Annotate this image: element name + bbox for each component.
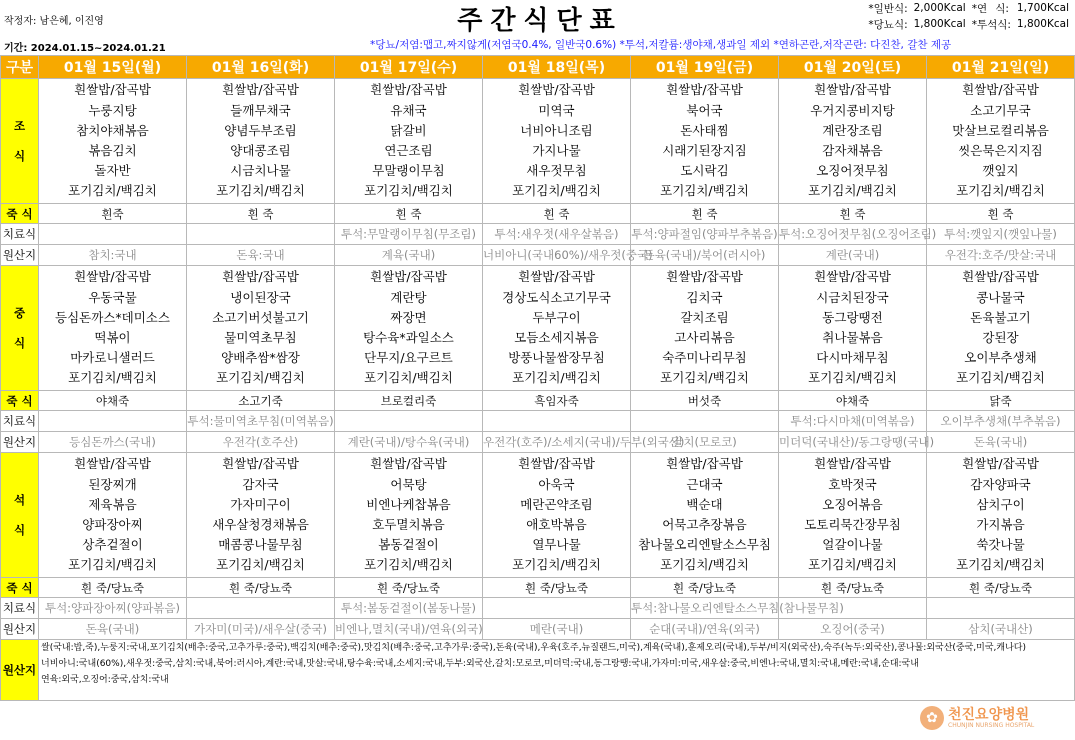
- menu-item: 닭갈비: [390, 122, 427, 138]
- therapy-item: 오이부추생채(부추볶음): [927, 411, 1075, 432]
- juk-item: 흰 죽: [631, 204, 779, 224]
- menu-item: 고사리볶음: [674, 330, 735, 345]
- origin-item: 우전각:호주/맛살:국내: [927, 245, 1075, 266]
- therapy-item: 투석:무말랭이무침(무조림): [335, 224, 483, 245]
- day-header-row: [1, 56, 1075, 79]
- origin-footer-label: 원산지: [1, 640, 39, 701]
- dinner-juk-row: [1, 578, 1075, 598]
- menu-item: 포기김치/백김치: [512, 370, 601, 386]
- menu-item: 떡볶이: [94, 330, 131, 345]
- gubun-header: 구분: [1, 56, 39, 79]
- menu-item: 갈치조림: [680, 309, 729, 325]
- menu-item: 포기김치/백김치: [660, 183, 749, 199]
- menu-item: 돈사태찜: [680, 122, 729, 138]
- menu-item: 흰쌀밥/잡곡밥: [962, 456, 1039, 472]
- therapy-item: 투석:새우젓(새우살볶음): [483, 224, 631, 245]
- lunch-juk-row: [1, 391, 1075, 411]
- juk-item: 야채죽: [39, 391, 187, 411]
- lunch-day-menu: [779, 266, 927, 391]
- menu-item: 삼치구이: [976, 496, 1025, 512]
- menu-item: 포기김치/백김치: [808, 557, 897, 573]
- menu-item: 볶음김치: [88, 143, 137, 158]
- origin-item: 돈육(국내)/북어(러시아): [631, 245, 779, 266]
- hospital-logo: [920, 704, 1070, 734]
- menu-item: 미역국: [538, 102, 575, 118]
- juk-item: 흰 죽/당뇨죽: [335, 578, 483, 598]
- menu-item: 등심돈까스*데미소스: [55, 309, 170, 325]
- breakfast-day-menu: [39, 79, 187, 204]
- menu-item: 흰쌀밥/잡곡밥: [814, 269, 891, 285]
- therapy-label: 치료식: [1, 598, 39, 619]
- day-header: 01월 18일(목): [483, 56, 631, 79]
- menu-item: 흰쌀밥/잡곡밥: [666, 269, 743, 285]
- menu-item: 단무지/요구르트: [364, 350, 453, 366]
- breakfast-therapy-row: [1, 224, 1075, 245]
- menu-item: 흰쌀밥/잡곡밥: [222, 82, 299, 98]
- menu-item: 강된장: [982, 330, 1019, 345]
- menu-item: 포기김치/백김치: [68, 370, 157, 386]
- juk-label: 죽 식: [1, 578, 39, 598]
- therapy-label: 치료식: [1, 224, 39, 245]
- menu-item: 흰쌀밥/잡곡밥: [518, 269, 595, 285]
- menu-item: 김치국: [686, 289, 723, 305]
- menu-item: 포기김치/백김치: [808, 183, 897, 199]
- menu-item: 열무나물: [532, 537, 581, 553]
- juk-label: 죽 식: [1, 204, 39, 224]
- origin-footer-line: 너비아니:국내(60%),새우젓:중국,삼치:국내,북어:러시아,계란:국내,맛살:국내,탕수육:국내,소세지:국내,두부:외국산,갈치:모로코,미더덕:국내,동그랑땡:국내,가자미:미국,새우살:중국,비엔나:국내,멸치:국내,메란:국내,순대:국내: [41, 659, 919, 669]
- menu-item: 계란장조림: [822, 122, 883, 138]
- juk-item: 흰 죽: [927, 204, 1075, 224]
- menu-item: 참나물오리엔탈소스무침: [638, 537, 771, 553]
- menu-item: 흰쌀밥/잡곡밥: [814, 456, 891, 472]
- juk-item: 흰 죽: [483, 204, 631, 224]
- menu-item: 흰쌀밥/잡곡밥: [962, 269, 1039, 285]
- menu-item: 감자채볶음: [822, 143, 883, 158]
- breakfast-juk-row: [1, 204, 1075, 224]
- menu-item: 유채국: [390, 102, 427, 118]
- menu-item: 시금치된장국: [816, 289, 889, 305]
- menu-item: 포기김치/백김치: [216, 557, 305, 573]
- menu-item: 마카로니샐러드: [70, 350, 155, 366]
- therapy-item: 투석:다시마채(미역볶음): [779, 411, 927, 432]
- breakfast-day-menu: [187, 79, 335, 204]
- origin-item: 미더덕(국내산)/동그랑땡(국내): [779, 432, 927, 453]
- menu-item: 포기김치/백김치: [364, 183, 453, 199]
- origin-label: 원산지: [1, 245, 39, 266]
- menu-item: 포기김치/백김치: [956, 183, 1045, 199]
- period-label: 기간: 2024.01.15~2024.01.21: [4, 43, 166, 54]
- dinner-therapy-row: [1, 598, 1075, 619]
- menu-item: 흰쌀밥/잡곡밥: [962, 82, 1039, 98]
- flower-icon: ✿: [920, 706, 944, 730]
- lunch-day-menu: [927, 266, 1075, 391]
- juk-item: 흰 죽/당뇨죽: [483, 578, 631, 598]
- menu-item: 다시마채무침: [816, 350, 889, 366]
- menu-item: 오이부추생채: [964, 350, 1037, 366]
- juk-item: 흰 죽: [779, 204, 927, 224]
- dinner-day-menu: [187, 453, 335, 578]
- origin-item: 참치:국내: [39, 245, 187, 266]
- menu-item: 흰쌀밥/잡곡밥: [74, 456, 151, 472]
- menu-item: 시래기된장지짐: [662, 143, 747, 158]
- menu-item: 호박젓국: [828, 476, 877, 492]
- lunch-label: 중 식: [1, 266, 39, 391]
- juk-item: 브로컬리죽: [335, 391, 483, 411]
- menu-item: 양념두부조림: [224, 122, 297, 138]
- day-header: 01월 19일(금): [631, 56, 779, 79]
- day-header: 01월 17일(수): [335, 56, 483, 79]
- menu-item: 돈육불고기: [970, 309, 1031, 325]
- menu-item: 어묵고추장볶음: [662, 517, 747, 532]
- menu-item: 연근조림: [384, 143, 433, 158]
- juk-item: 소고기죽: [187, 391, 335, 411]
- menu-item: 흰쌀밥/잡곡밥: [370, 269, 447, 285]
- menu-item: 너비아니조림: [520, 122, 593, 138]
- menu-table: [0, 55, 1075, 701]
- menu-item: 메란곤약조림: [520, 496, 593, 512]
- juk-item: 흰 죽: [187, 204, 335, 224]
- menu-item: 포기김치/백김치: [68, 557, 157, 573]
- kcal-label: *일반식:: [868, 2, 908, 15]
- menu-item: 오징어볶음: [822, 496, 883, 512]
- menu-item: 흰쌀밥/잡곡밥: [518, 82, 595, 98]
- juk-item: 흑임자죽: [483, 391, 631, 411]
- kcal-box: [865, 0, 1072, 32]
- juk-item: 흰 죽/당뇨죽: [39, 578, 187, 598]
- therapy-item: 투석:물미역초무침(미역볶음): [187, 411, 335, 432]
- lunch-day-menu: [39, 266, 187, 391]
- therapy-item: 투석:참나물오리엔탈소스무침(참나물무침): [631, 598, 779, 619]
- therapy-item: 투석:봄동겉절이(봄동나물): [335, 598, 483, 619]
- origin-item: 계육(국내): [335, 245, 483, 266]
- menu-item: 참치야채볶음: [76, 122, 149, 138]
- breakfast-day-menu: [927, 79, 1075, 204]
- breakfast-day-menu: [483, 79, 631, 204]
- menu-item: 양파장아찌: [82, 517, 143, 532]
- menu-item: 탕수육*과일소스: [363, 330, 454, 345]
- breakfast-day-menu: [335, 79, 483, 204]
- juk-item: 버섯죽: [631, 391, 779, 411]
- menu-item: 계란탕: [390, 289, 427, 305]
- author-label: 작정자: 남은혜, 이진영: [4, 16, 104, 27]
- dinner-day-menu: [779, 453, 927, 578]
- menu-item: 백순대: [686, 496, 723, 512]
- menu-item: 포기김치/백김치: [68, 183, 157, 199]
- juk-item: 흰 죽/당뇨죽: [187, 578, 335, 598]
- day-header: 01월 15일(월): [39, 56, 187, 79]
- dinner-day-menu: [483, 453, 631, 578]
- lunch-day-menu: [631, 266, 779, 391]
- origin-item: 갈치(모로코): [631, 432, 779, 453]
- menu-item: 시금치나물: [230, 163, 291, 179]
- menu-item: 소고기버섯불고기: [212, 309, 309, 325]
- menu-item: 애호박볶음: [526, 517, 587, 532]
- kcal-label: 식:: [995, 2, 1009, 15]
- therapy-item: 투석:깻잎지(깻잎나물): [927, 224, 1075, 245]
- breakfast-menu-row: [1, 79, 1075, 204]
- origin-footer: [39, 640, 1075, 701]
- origin-item: 계란(국내)/탕수육(국내): [335, 432, 483, 453]
- menu-item: 깻잎지: [982, 163, 1019, 179]
- menu-item: 경상도식소고기무국: [502, 289, 611, 305]
- menu-item: 도토리묵간장무침: [804, 517, 901, 532]
- menu-item: 포기김치/백김치: [364, 557, 453, 573]
- therapy-item: [483, 598, 631, 619]
- menu-item: 쑥갓나물: [976, 537, 1025, 553]
- kcal-label: *투석식:: [971, 18, 1011, 31]
- menu-item: 누룽지탕: [88, 102, 137, 118]
- therapy-item: [927, 598, 1075, 619]
- origin-item: 돈육(국내): [927, 432, 1075, 453]
- juk-item: 야채죽: [779, 391, 927, 411]
- menu-item: 근대국: [686, 476, 723, 492]
- menu-item: 호두멸치볶음: [372, 517, 445, 532]
- menu-item: 가지볶음: [976, 517, 1025, 532]
- menu-item: 들깨무채국: [230, 102, 291, 118]
- menu-item: 포기김치/백김치: [512, 183, 601, 199]
- day-header: 01월 16일(화): [187, 56, 335, 79]
- therapy-item: [187, 224, 335, 245]
- menu-item: 아욱국: [538, 476, 575, 492]
- menu-item: 포기김치/백김치: [956, 370, 1045, 386]
- origin-item: 너비아니(국내60%)/새우젓(중국): [483, 245, 631, 266]
- menu-item: 씻은묵은지지짐: [958, 143, 1043, 158]
- menu-item: 새우살청경채볶음: [212, 517, 309, 532]
- menu-item: 오징어젓무침: [816, 163, 889, 179]
- juk-item: 흰죽: [39, 204, 187, 224]
- menu-item: 새우젓무침: [526, 163, 587, 179]
- therapy-item: [483, 411, 631, 432]
- lunch-day-menu: [187, 266, 335, 391]
- menu-item: 상추겉절이: [82, 537, 143, 553]
- menu-item: 흰쌀밥/잡곡밥: [370, 456, 447, 472]
- hospital-name-english: CHUNJIN NURSING HOSPITAL: [948, 722, 1035, 729]
- juk-item: 흰 죽/당뇨죽: [927, 578, 1075, 598]
- therapy-item: 투석:양파절임(양파부추볶음): [631, 224, 779, 245]
- menu-item: 우거지콩비지탕: [810, 102, 895, 118]
- menu-item: 흰쌀밥/잡곡밥: [370, 82, 447, 98]
- menu-item: 매콤콩나물무침: [218, 537, 303, 553]
- menu-item: 비엔나케찹볶음: [366, 496, 451, 512]
- dinner-label: 석 식: [1, 453, 39, 578]
- day-header: 01월 21일(일): [927, 56, 1075, 79]
- menu-item: 방풍나물쌈장무침: [508, 350, 605, 366]
- menu-item: 무말랭이무침: [372, 163, 445, 179]
- menu-item: 흰쌀밥/잡곡밥: [222, 269, 299, 285]
- menu-item: 감자양파국: [970, 476, 1031, 492]
- origin-item: 계란(국내): [779, 245, 927, 266]
- juk-item: 닭죽: [927, 391, 1075, 411]
- breakfast-label: 조 식: [1, 79, 39, 204]
- breakfast-day-menu: [631, 79, 779, 204]
- therapy-item: [187, 598, 335, 619]
- menu-item: 가자미구이: [230, 496, 291, 512]
- therapy-item: [39, 224, 187, 245]
- menu-item: 양대콩조림: [230, 143, 291, 158]
- menu-item: 두부구이: [532, 309, 581, 325]
- lunch-day-menu: [335, 266, 483, 391]
- menu-item: 포기김치/백김치: [956, 557, 1045, 573]
- menu-item: 돌자반: [94, 163, 131, 179]
- day-header: 01월 20일(토): [779, 56, 927, 79]
- menu-item: 도시락김: [680, 163, 729, 179]
- menu-item: 포기김치/백김치: [364, 370, 453, 386]
- dinner-day-menu: [335, 453, 483, 578]
- menu-item: 흰쌀밥/잡곡밥: [814, 82, 891, 98]
- dinner-menu-row: [1, 453, 1075, 578]
- menu-item: 어묵탕: [390, 476, 427, 492]
- origin-item: 메란(국내): [483, 619, 631, 640]
- menu-item: 된장찌개: [88, 476, 137, 492]
- menu-item: 포기김치/백김치: [660, 370, 749, 386]
- kcal-label: *당뇨식:: [868, 18, 908, 31]
- breakfast-origin-row: [1, 245, 1075, 266]
- breakfast-day-menu: [779, 79, 927, 204]
- juk-label: 죽 식: [1, 391, 39, 411]
- menu-item: 얼갈이나물: [822, 537, 883, 553]
- menu-item: 우동국물: [88, 289, 137, 305]
- therapy-item: [335, 411, 483, 432]
- therapy-item: [39, 411, 187, 432]
- origin-item: 등심돈까스(국내): [39, 432, 187, 453]
- therapy-item: [631, 411, 779, 432]
- menu-item: 흰쌀밥/잡곡밥: [666, 456, 743, 472]
- menu-item: 흰쌀밥/잡곡밥: [518, 456, 595, 472]
- origin-item: 오징어(중국): [779, 619, 927, 640]
- origin-item: 삼치(국내산): [927, 619, 1075, 640]
- menu-item: 포기김치/백김치: [808, 370, 897, 386]
- kcal-value: 1,800Kcal: [913, 18, 966, 30]
- origin-item: 돈육(국내): [39, 619, 187, 640]
- menu-item: 콩나물국: [976, 289, 1025, 305]
- menu-item: 가지나물: [532, 143, 581, 158]
- menu-item: 냉이된장국: [230, 289, 291, 305]
- menu-item: 동그랑땡전: [822, 309, 883, 325]
- menu-item: 흰쌀밥/잡곡밥: [74, 82, 151, 98]
- menu-item: 봄동겉절이: [378, 537, 439, 553]
- menu-item: 포기김치/백김치: [660, 557, 749, 573]
- menu-item: 짜장면: [390, 309, 427, 325]
- menu-item: 숙주미나리무침: [662, 350, 747, 366]
- page-title: 주간식단표: [457, 6, 623, 36]
- origin-item: 우전각(호주산): [187, 432, 335, 453]
- juk-item: 흰 죽/당뇨죽: [631, 578, 779, 598]
- lunch-day-menu: [483, 266, 631, 391]
- menu-item: 감자국: [242, 476, 279, 492]
- juk-item: 흰 죽: [335, 204, 483, 224]
- header: [0, 0, 1074, 55]
- origin-item: 가자미(미국)/새우살(중국): [187, 619, 335, 640]
- kcal-value: 1,800Kcal: [1016, 18, 1069, 30]
- dinner-day-menu: [631, 453, 779, 578]
- origin-footer-line: 연육:외국,오징어:중국,삼치:국내: [41, 675, 169, 685]
- origin-item: 순대(국내)/연육(외국): [631, 619, 779, 640]
- origin-item: 비엔나,멸치(국내)/연육(외국): [335, 619, 483, 640]
- kcal-value: 1,700Kcal: [1016, 2, 1069, 14]
- lunch-origin-row: [1, 432, 1075, 453]
- menu-item: 흰쌀밥/잡곡밥: [666, 82, 743, 98]
- menu-item: 맛살브로컬리볶음: [952, 122, 1049, 138]
- therapy-item: 투석:양파장아찌(양파볶음): [39, 598, 187, 619]
- dinner-day-menu: [39, 453, 187, 578]
- kcal-label: *연: [971, 2, 988, 15]
- origin-item: 우전각(호주)/소세지(국내)/두부(외국산): [483, 432, 631, 453]
- origin-item: 돈육:국내: [187, 245, 335, 266]
- lunch-therapy-row: [1, 411, 1075, 432]
- menu-item: 소고기무국: [970, 102, 1031, 118]
- menu-item: 흰쌀밥/잡곡밥: [74, 269, 151, 285]
- origin-footer-row: [1, 640, 1075, 701]
- menu-item: 흰쌀밥/잡곡밥: [222, 456, 299, 472]
- dinner-origin-row: [1, 619, 1075, 640]
- lunch-menu-row: [1, 266, 1075, 391]
- diet-notes: *당뇨/저염:맵고,짜지않게(저염국0.4%, 일반국0.6%) *투석,저칼륨:생야채,생과일 제외 *연하곤란,저작곤란: 다진찬, 갈찬 제공: [370, 39, 952, 51]
- kcal-value: 2,000Kcal: [913, 2, 966, 14]
- menu-item: 포기김치/백김치: [216, 183, 305, 199]
- menu-item: 취나물볶음: [822, 330, 883, 345]
- menu-item: 제육볶음: [88, 496, 137, 512]
- origin-label: 원산지: [1, 432, 39, 453]
- menu-item: 포기김치/백김치: [512, 557, 601, 573]
- menu-item: 모듬소세지볶음: [514, 330, 599, 345]
- origin-footer-line: 쌀(국내:밥,죽),누룽지:국내,포기김치(배추:중국,고추가루:중국),백김치(배추:중국),맛김치(배추:중국,고추가루:중국),돈육(국내),우육(호주,뉴질랜드,미국),계육(국내),훈제오리(국내),두부/비지(외국산),숙주(녹두:외국산),콩나물:외국산(중국,미국,캐나다): [41, 643, 1027, 653]
- hospital-name: 천진요양병원: [948, 707, 1030, 723]
- dinner-day-menu: [927, 453, 1075, 578]
- menu-item: 포기김치/백김치: [216, 370, 305, 386]
- therapy-item: 투석:오징어젓무침(오징어조림): [779, 224, 927, 245]
- menu-item: 물미역초무침: [224, 330, 297, 345]
- menu-item: 북어국: [686, 102, 723, 118]
- menu-item: 양배추쌈*쌈장: [221, 350, 300, 366]
- therapy-label: 치료식: [1, 411, 39, 432]
- juk-item: 흰 죽/당뇨죽: [779, 578, 927, 598]
- origin-label: 원산지: [1, 619, 39, 640]
